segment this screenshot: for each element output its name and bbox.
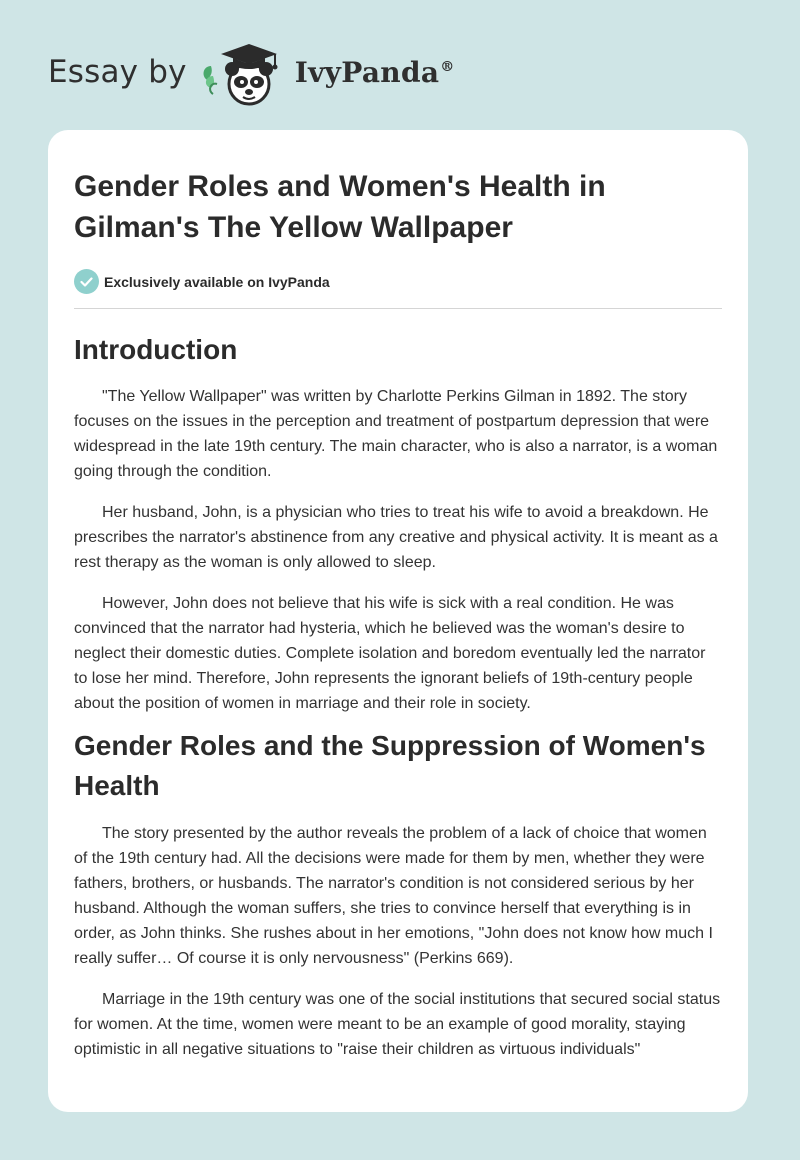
paragraph: The story presented by the author reveals the problem of a lack of choice that women of the 19th century had. All the decisions were made for them by men, whether they were fathers, brothers, or husbands. The narrator's condition is not considered serious by her husband. Although the woman suffers, she tries to convince herself that everything is in order, as John thinks. She rushes about in her emotions, "John does not know how much I really suffer… Of course it is only nervousness" (Perkins 669). [74, 825, 713, 967]
paragraph: However, John does not believe that his wife is sick with a real condition. He was convinced that the narrator had hysteria, which he believed was the woman's desire to neglect their domestic duties. Complete isolation and boredom eventually led the narrator to lose her mind. Therefore, John represents the ignorant beliefs of 19th-century people about the position of women in marriage and their role in society. [74, 595, 706, 712]
registered-mark: ® [440, 59, 455, 76]
panda-graduate-icon [199, 36, 291, 108]
article-title: Gender Roles and Women's Health in Gilman's The Yellow Wallpaper [74, 170, 606, 244]
exclusive-badge [74, 269, 722, 294]
exclusive-label: Exclusively available on IvyPanda [104, 273, 330, 290]
paragraph: Her husband, John, is a physician who tries to treat his wife to avoid a breakdown. He prescribes the narrator's abstinence from any creative and physical activity. It is meant as a rest therapy as the woman is only allowed to sleep. [74, 504, 718, 571]
divider [74, 308, 722, 309]
check-circle-icon [74, 269, 99, 294]
section-heading-gender-roles: Gender Roles and the Suppression of Women's Health [74, 730, 706, 801]
paragraph: Marriage in the 19th century was one of the social institutions that secured social status for women. At the time, women were meant to be an example of good morality, staying optimistic in all negative situations to "raise their children as virtuous individuals" [74, 991, 721, 1058]
essay-by-label: Essay by [48, 54, 187, 90]
paragraph: "The Yellow Wallpaper" was written by Charlotte Perkins Gilman in 1892. The story focuses on the issues in the perception and treatment of postpartum depression that were widespread in the late 19th century. The main character, who is also a narrator, is a woman going through the condition. [74, 388, 718, 480]
section-heading-introduction: Introduction [74, 334, 238, 365]
brand-name: IvyPanda® [294, 55, 455, 89]
site-header [48, 36, 455, 108]
article-card [48, 130, 748, 1112]
